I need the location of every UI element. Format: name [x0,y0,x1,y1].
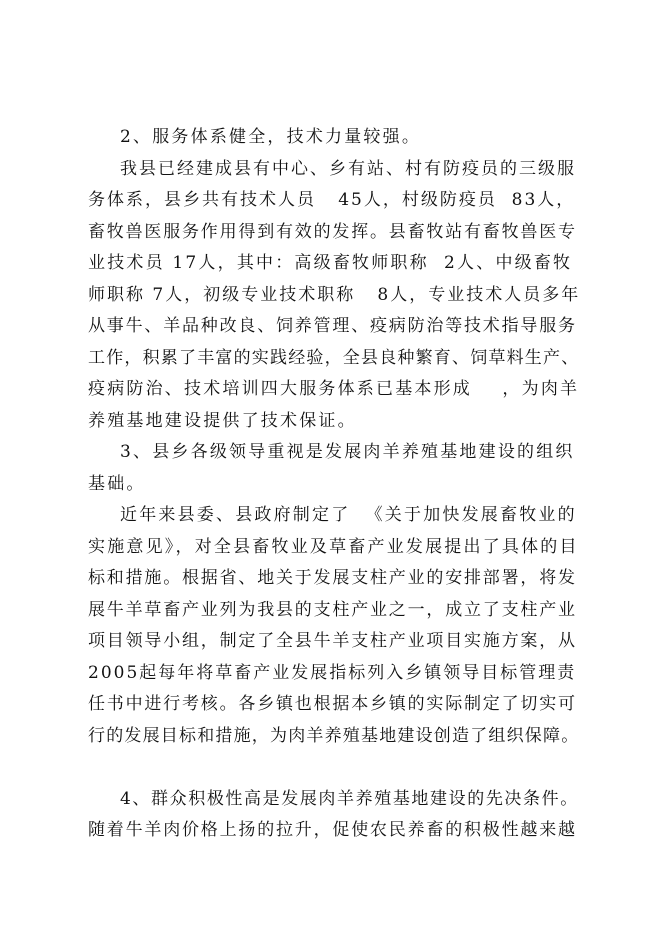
heading-public-enthusiasm: 4、群众积极性高是发展肉羊养殖基地建设的先决条件。 [120,789,579,809]
paragraph-line: 疫病防治、技术培训四大服务体系已基本形成 ，为肉羊 [88,379,580,399]
paragraph-line: 2005起每年将草畜产业发展指标列入乡镇领导目标管理责 [88,663,577,683]
paragraph-line: 实施意见》，对全县畜牧业及草畜产业发展提出了具体的目 [88,537,579,557]
paragraph-line: 展牛羊草畜产业列为我县的支柱产业之一，成立了支柱产业 [88,600,577,620]
paragraph-line: 务体系，县乡共有技术人员 45人，村级防疫员 83人， [88,190,576,210]
paragraph-line: 养殖基地建设提供了技术保证。 [88,411,357,431]
paragraph-line: 项目领导小组，制定了全县牛羊支柱产业项目实施方案，从 [88,631,577,651]
heading-leadership-cont: 基础。 [88,474,146,494]
paragraph-line: 工作，积累了丰富的实践经验，全县良种繁育、饲草料生产、 [88,348,580,368]
paragraph-line: 业技术员 17人，其中：高级畜牧师职称 2人、中级畜牧 [88,253,573,273]
paragraph-line: 行的发展目标和措施，为肉羊养殖基地建设创造了组织保障。 [88,726,580,746]
paragraph-line: 从事牛、羊品种改良、饲养管理、疫病防治等技术指导服务 [88,316,577,336]
paragraph-line: 我县已经建成县有中心、乡有站、村有防疫员的三级服 [120,159,576,179]
paragraph-line: 畜牧兽医服务作用得到有效的发挥。县畜牧站有畜牧兽医专 [88,222,577,242]
paragraph-line: 标和措施。根据省、地关于发展支柱产业的安排部署，将发 [88,568,577,588]
paragraph-line: 师职称 7人，初级专业技术职称 8人，专业技术人员多年 [88,285,581,305]
paragraph-line: 近年来县委、县政府制定了 《关于加快发展畜牧业的 [120,505,577,525]
heading-leadership: 3、县乡各级领导重视是发展肉羊养殖基地建设的组织 [120,442,575,462]
paragraph-line: 随着牛羊肉价格上扬的拉升，促使农民养畜的积极性越来越 [88,820,577,840]
heading-service-system: 2、服务体系健全，技术力量较强。 [120,127,422,147]
paragraph-line: 任书中进行考核。各乡镇也根据本乡镇的实际制定了切实可 [88,694,577,714]
